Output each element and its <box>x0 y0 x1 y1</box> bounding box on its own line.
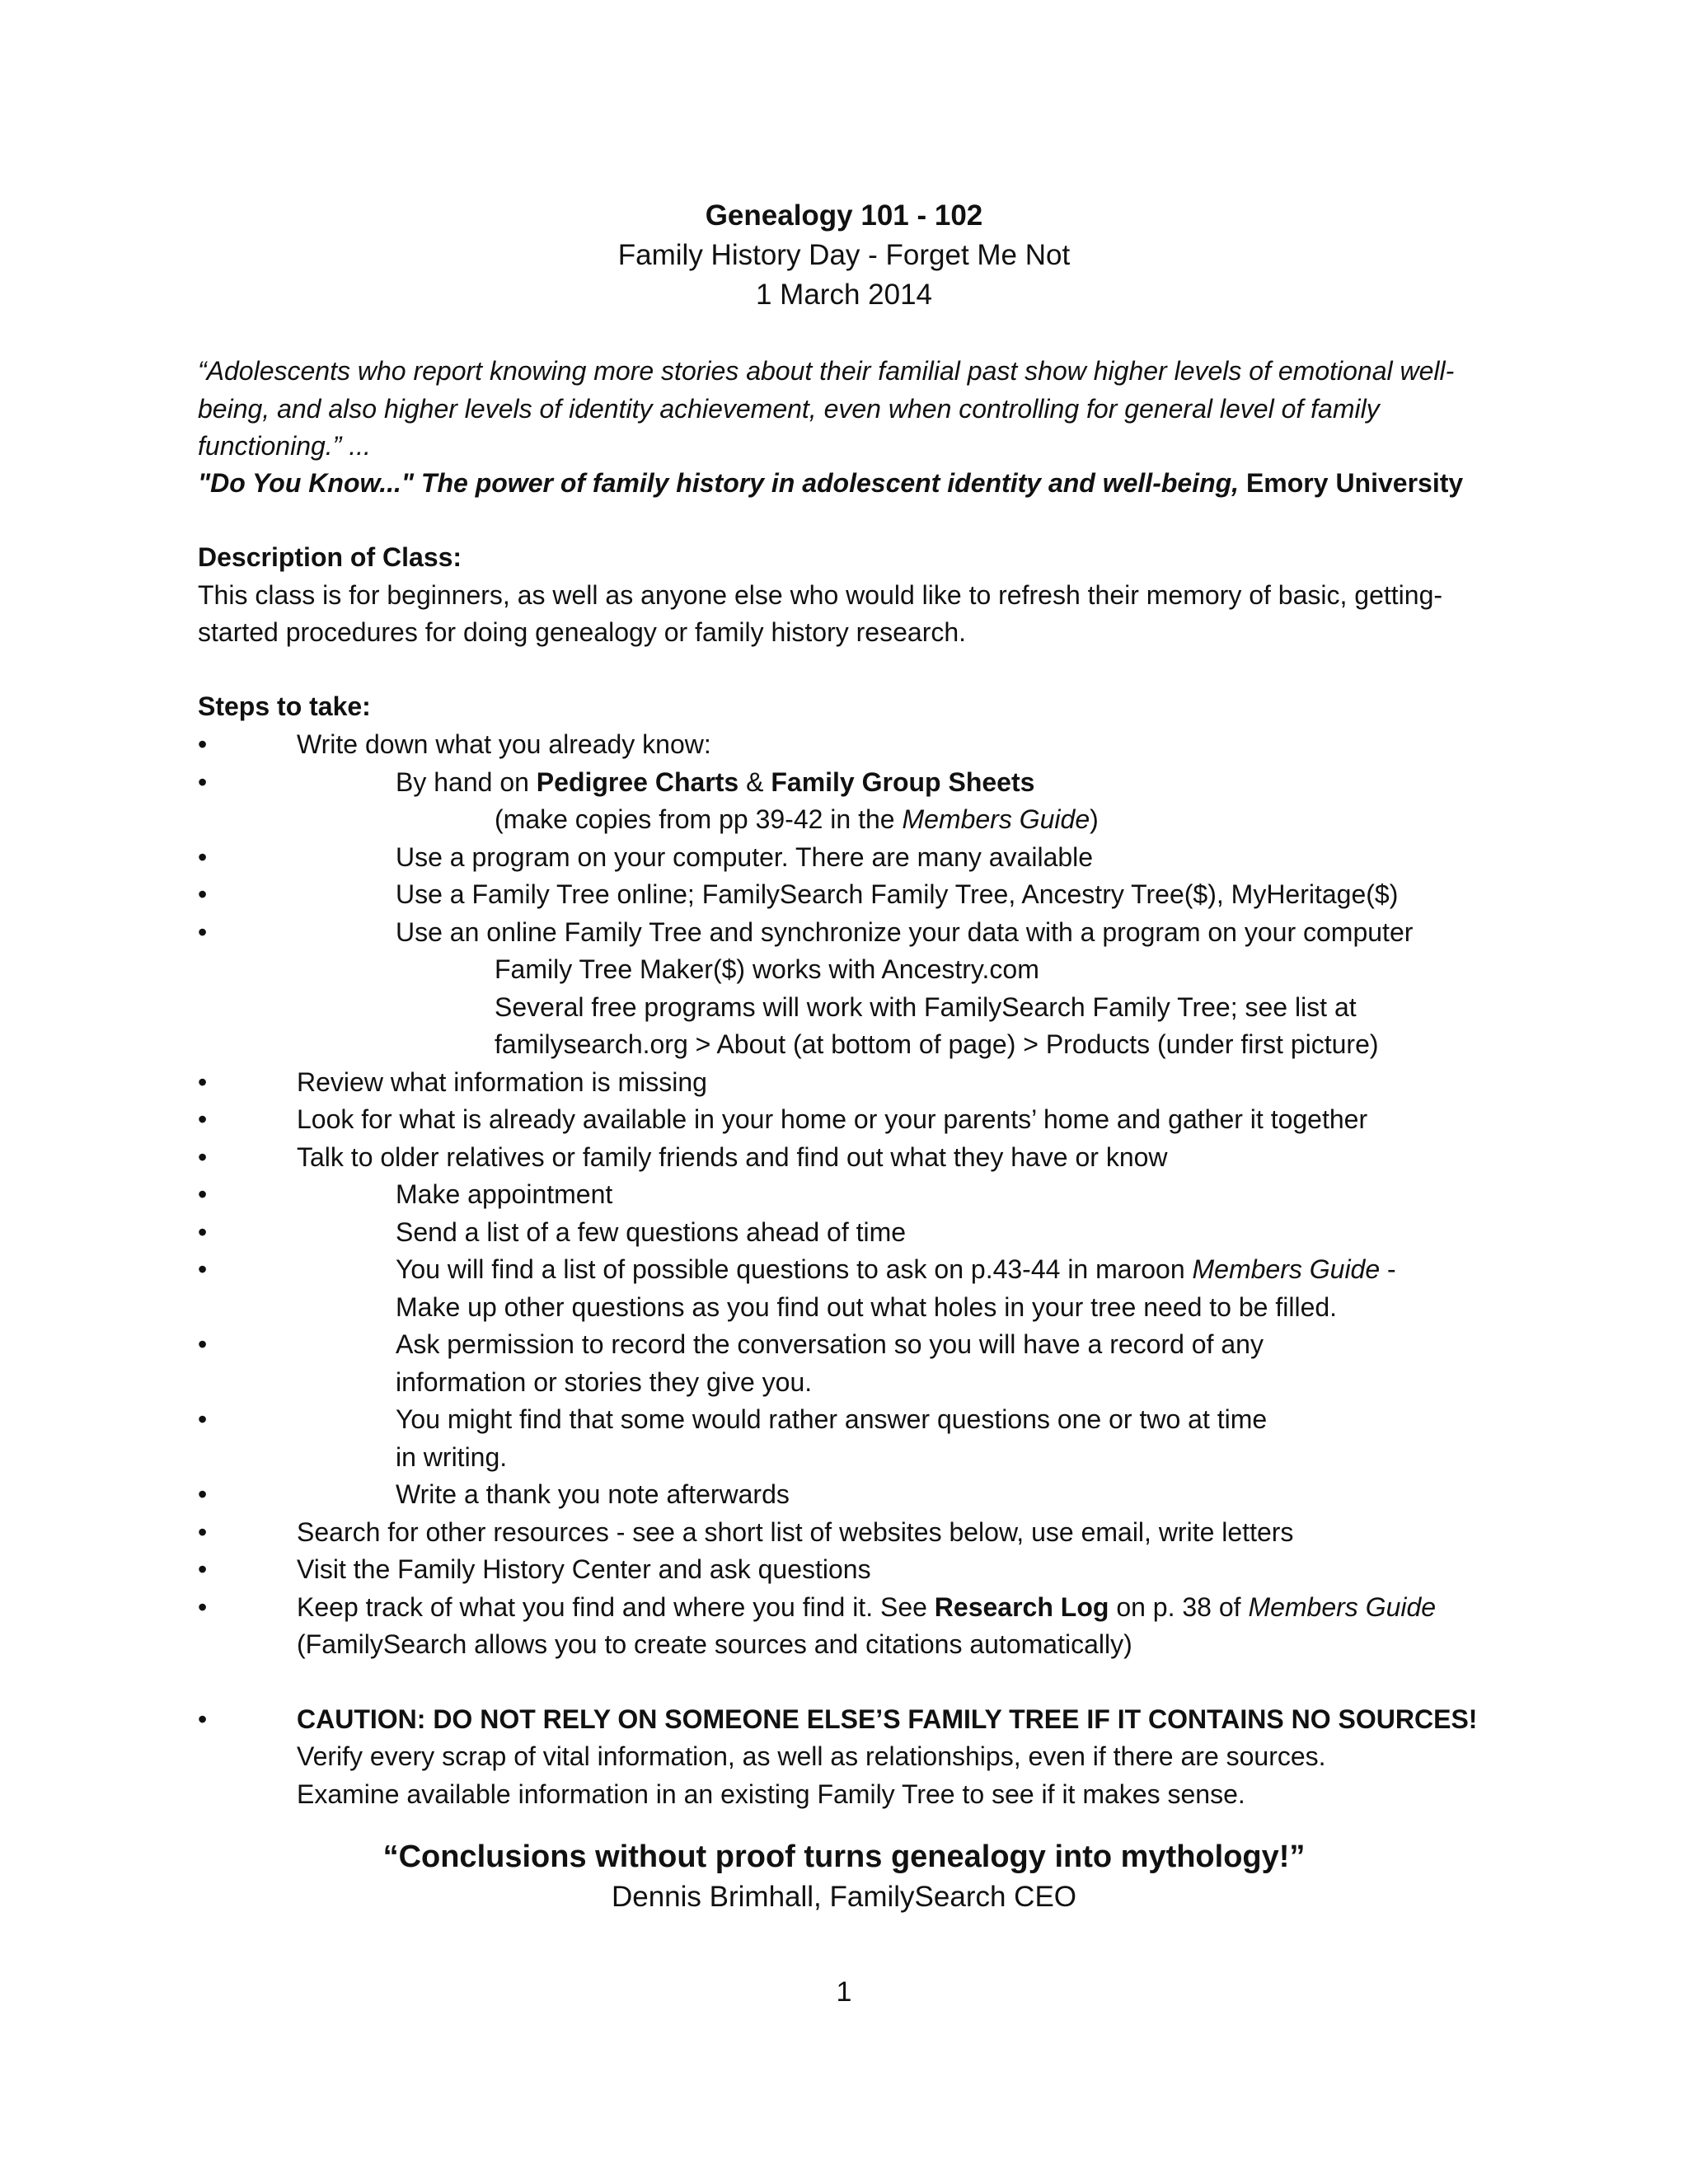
page-subtitle: Family History Day - Forget Me Not <box>617 239 1071 271</box>
caution-text: CAUTION: DO NOT RELY ON SOMEONE ELSE’S FAMILY TREE IF IT CONTAINS NO SOURCES! <box>297 1704 1478 1734</box>
list-item: • You might find that some would rather answer questions one or two at time <box>198 1401 1517 1439</box>
page-date: 1 March 2014 <box>755 279 933 311</box>
quote-citation <box>198 465 1500 503</box>
list-item: information or stories they give you. <box>396 1366 813 1397</box>
bullet: • <box>198 1591 208 1622</box>
closing-author: Dennis Brimhall, FamilySearch CEO <box>611 1881 1077 1913</box>
list-item: • Use an online Family Tree and synchronize your data with a program on your computer <box>198 914 1517 952</box>
bullet: • <box>198 1104 208 1134</box>
list-item: • Talk to older relatives or family friends and find out what they have or know <box>198 1139 1517 1177</box>
bullet: • <box>198 766 208 797</box>
list-item: • Ask permission to record the conversation so you will have a record of any <box>198 1326 1517 1364</box>
citation-title: "Do You Know..." The power of family history in adolescent identity and well-being, <box>198 468 1240 498</box>
bullet: • <box>198 1704 208 1734</box>
bullet: • <box>198 1141 208 1172</box>
list-item: • Look for what is already available in your home or your parents’ home and gather it together <box>198 1101 1517 1139</box>
list-item: • By hand on Pedigree Charts & Family Group Sheets <box>198 764 1517 802</box>
list-item: Several free programs will work with FamilySearch Family Tree; see list at <box>495 991 1357 1022</box>
description-text: This class is for beginners, as well as anyone else who would like to refresh their memory of basic, getting-started procedures for doing genealogy or family history research. <box>198 579 1443 647</box>
citation-org: Emory University <box>1245 468 1464 498</box>
bullet: • <box>198 879 208 909</box>
bullet: • <box>198 1329 208 1359</box>
bullet: • <box>198 1404 208 1434</box>
closing-quote: “Conclusions without proof turns genealogy into mythology!” <box>382 1840 1306 1874</box>
list-item: • Write down what you already know: <box>198 726 1517 764</box>
list-item: • Write a thank you note afterwards <box>198 1476 1517 1514</box>
description-heading: Description of Class: <box>198 542 462 572</box>
bullet: • <box>198 1516 208 1547</box>
opening-quote: “Adolescents who report knowing more stories about their familial past show higher levels of emotional well-being, and also higher levels of identity achievement, even when controlling for general level of family functioning.” ... <box>198 356 1455 461</box>
description-section <box>198 539 1500 652</box>
list-item: in writing. <box>396 1441 508 1472</box>
bullet: • <box>198 916 208 947</box>
list-item: • You will find a list of possible questions to ask on p.43-44 in maroon Members Guide - <box>198 1251 1517 1289</box>
bullet: • <box>198 729 208 759</box>
list-item: • Use a program on your computer. There are many available <box>198 839 1517 877</box>
steps-list <box>198 726 1517 1813</box>
bullet: • <box>198 1254 208 1284</box>
list-item: • Search for other resources - see a short list of websites below, use email, write letters <box>198 1514 1517 1552</box>
list-item: familysearch.org > About (at bottom of page) > Products (under first picture) <box>495 1029 1379 1059</box>
bullet: • <box>198 1554 208 1584</box>
bullet: • <box>198 1479 208 1509</box>
bullet: • <box>198 841 208 872</box>
bullet: • <box>198 1179 208 1209</box>
list-spacer <box>198 1664 1517 1701</box>
list-item: Make up other questions as you find out what holes in your tree need to be filled. <box>396 1291 1338 1322</box>
list-item: • Keep track of what you find and where you find it. See Research Log on p. 38 of Members Guide <box>198 1589 1517 1627</box>
list-item: Examine available information in an existing Family Tree to see if it makes sense. <box>297 1779 1245 1809</box>
list-item: (FamilySearch allows you to create sources and citations automatically) <box>297 1629 1132 1659</box>
list-item: (make copies from pp 39-42 in the Members Guide) <box>495 804 1099 834</box>
list-item: • Make appointment <box>198 1176 1517 1214</box>
bullet: • <box>198 1066 208 1097</box>
bullet: • <box>198 1216 208 1247</box>
list-item: Verify every scrap of vital information, as well as relationships, even if there are sources. <box>297 1741 1326 1771</box>
list-item: • Visit the Family History Center and ask questions <box>198 1551 1517 1589</box>
page-number: 1 <box>836 1976 852 2008</box>
list-item <box>198 1701 1517 1739</box>
list-item: • Review what information is missing <box>198 1064 1517 1102</box>
list-item: • Use a Family Tree online; FamilySearch Family Tree, Ancestry Tree($), MyHeritage($) <box>198 876 1517 914</box>
list-item: Family Tree Maker($) works with Ancestry.com <box>495 954 1039 984</box>
steps-heading: Steps to take: <box>198 691 371 721</box>
page-title: Genealogy 101 - 102 <box>705 199 983 232</box>
list-item: • Send a list of a few questions ahead of time <box>198 1214 1517 1252</box>
